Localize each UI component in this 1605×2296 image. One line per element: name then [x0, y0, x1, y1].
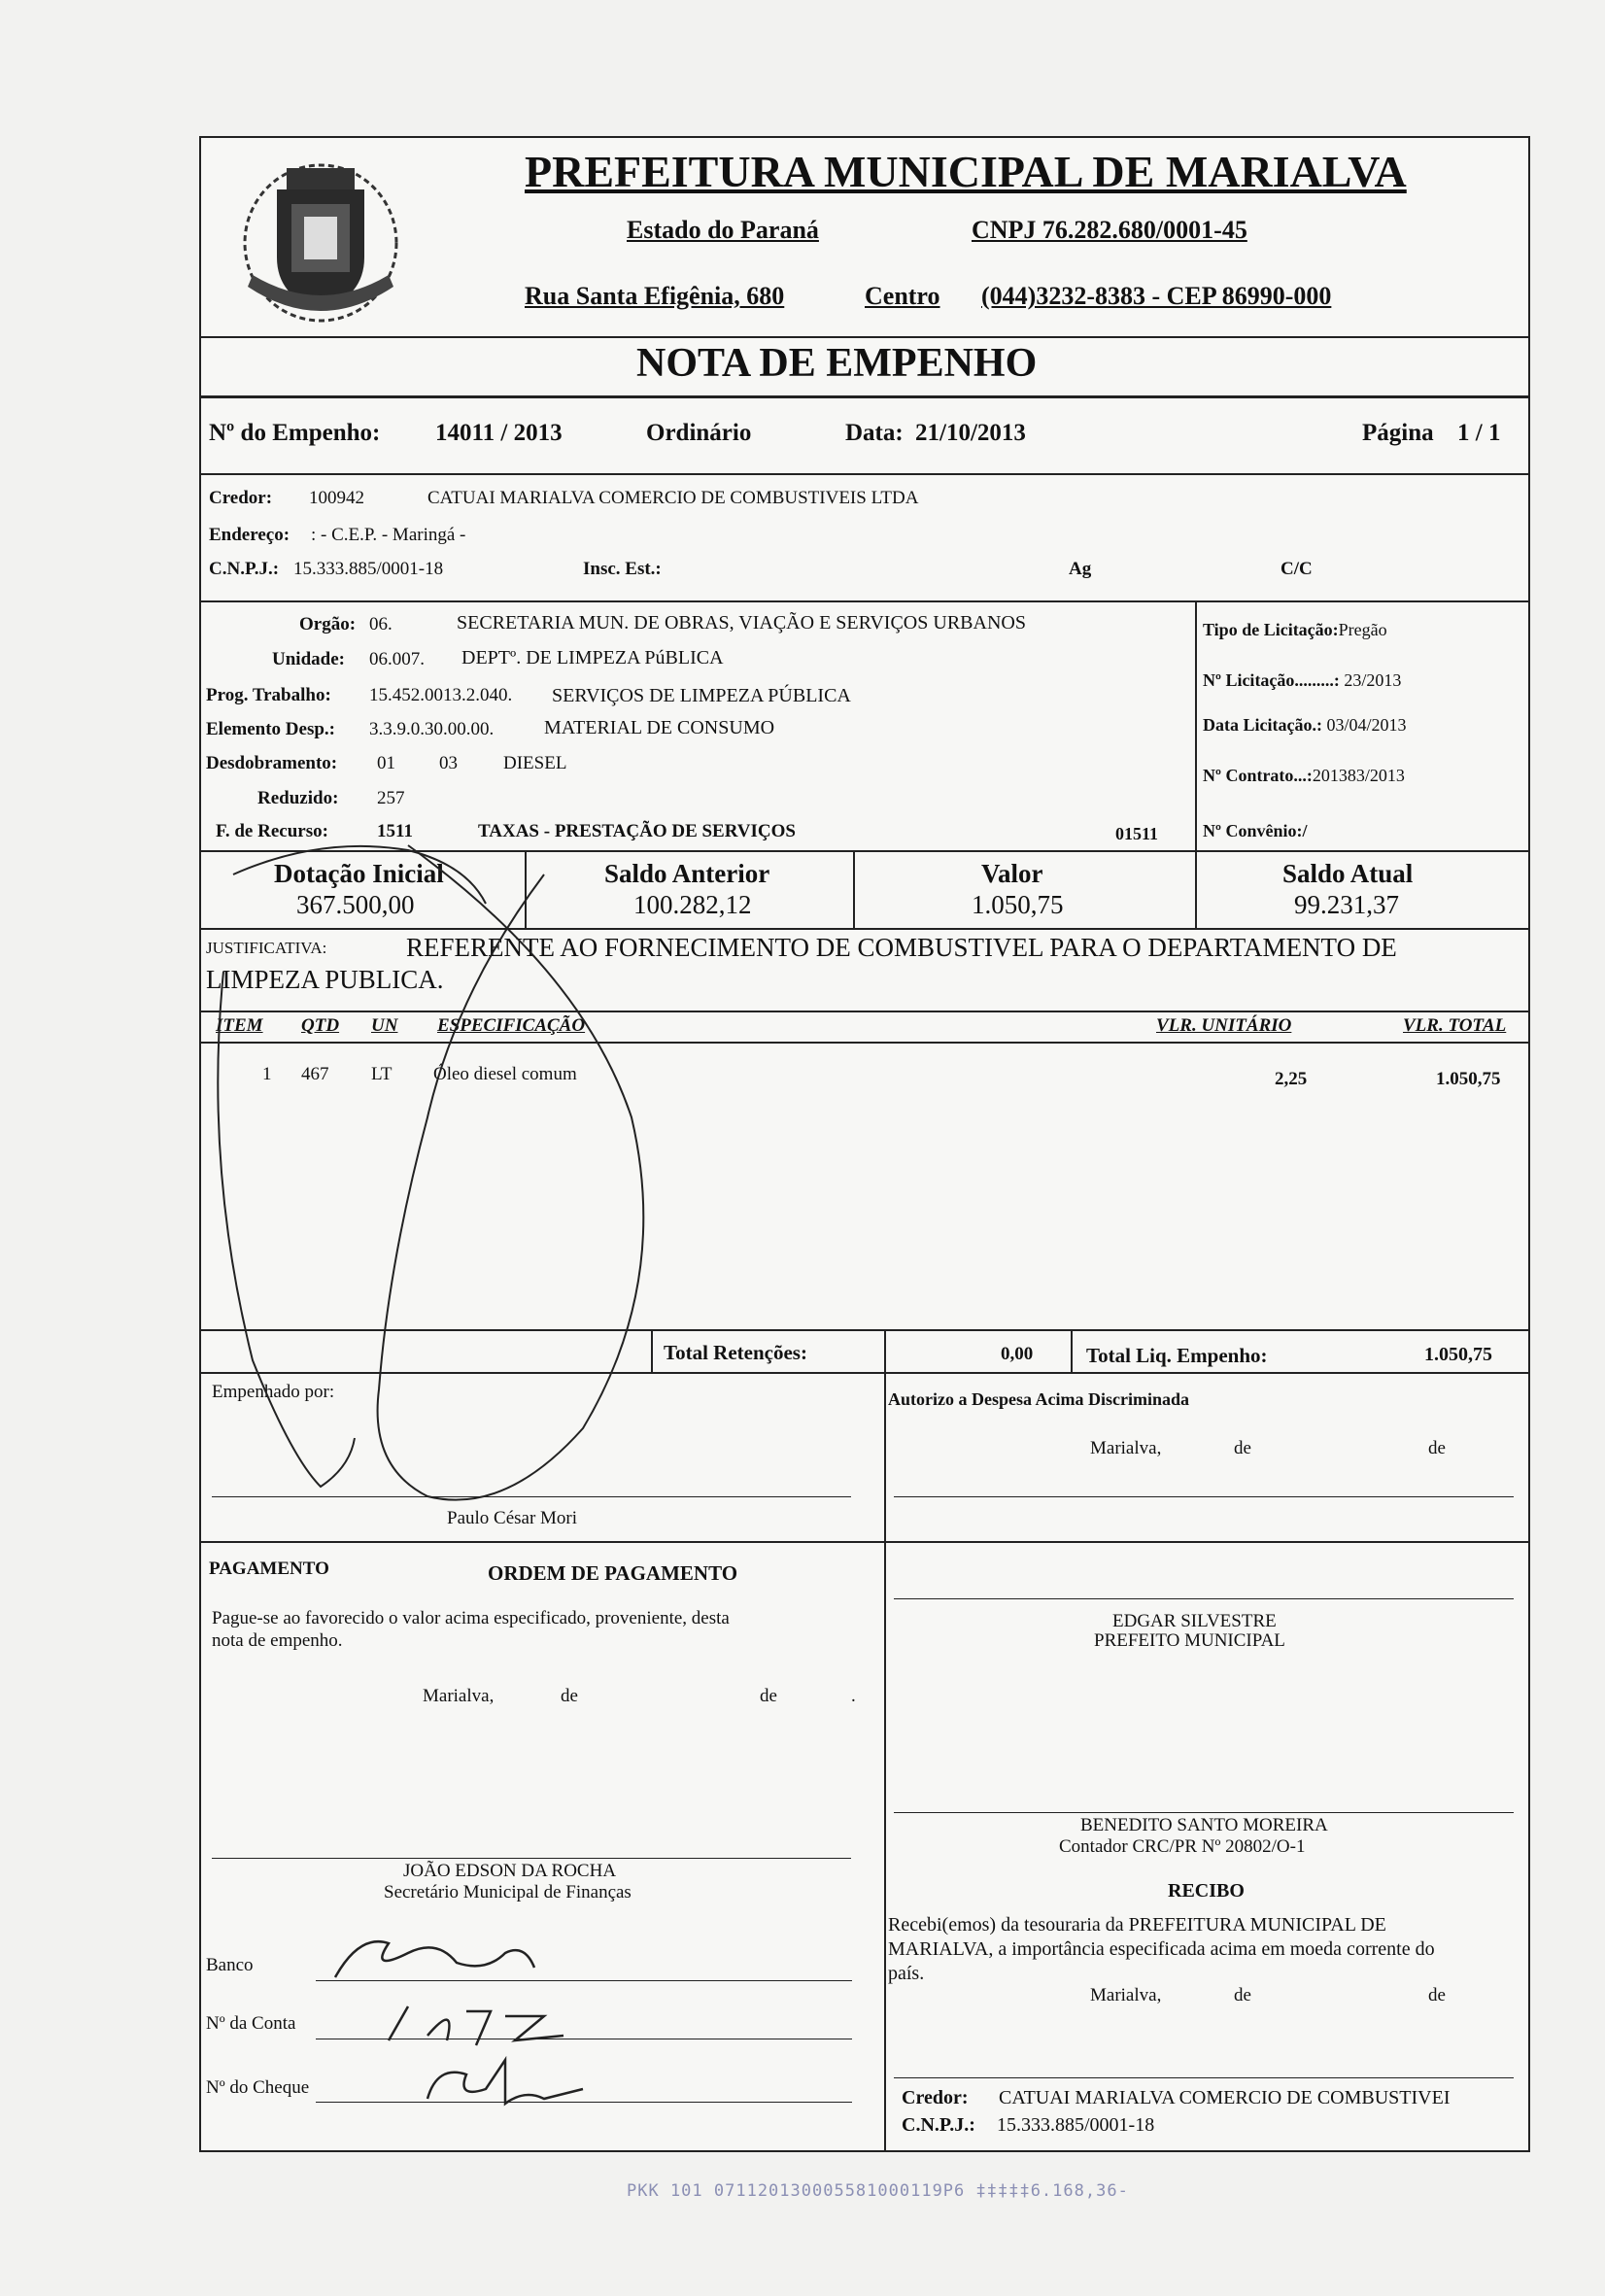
prog-trabalho-code: 15.452.0013.2.040. — [369, 685, 513, 705]
contador-role: Contador CRC/PR Nº 20802/O-1 — [1059, 1836, 1306, 1857]
credor-label: Credor: — [209, 488, 273, 508]
orgao-code: 06. — [369, 614, 393, 634]
column-vlr-unitario: VLR. UNITÁRIO — [1156, 1015, 1292, 1036]
recibo-cnpj-value: 15.333.885/0001-18 — [997, 2114, 1155, 2136]
empenho-type: Ordinário — [646, 420, 752, 446]
state-name: Estado do Paraná — [627, 216, 819, 244]
orgao-name: SECRETARIA MUN. DE OBRAS, VIAÇÃO E SERVIÇOS URBANOS — [457, 612, 1026, 634]
prog-trabalho-name: SERVIÇOS DE LIMPEZA PÚBLICA — [552, 685, 851, 706]
contador-name: BENEDITO SANTO MOREIRA — [1080, 1815, 1328, 1835]
valor-label: Valor — [981, 859, 1043, 888]
column-qtd: QTD — [301, 1015, 340, 1036]
pagamento-de-2: de — [760, 1686, 777, 1706]
page-label: Página — [1362, 420, 1434, 446]
desdobramento-name: DIESEL — [503, 753, 567, 773]
pagamento-de-1: de — [561, 1686, 578, 1706]
secretario-name: JOÃO EDSON DA ROCHA — [403, 1861, 617, 1881]
banco-label: Banco — [206, 1955, 254, 1975]
ordem-pagamento-label: ORDEM DE PAGAMENTO — [488, 1561, 738, 1585]
numero-contrato-label: Nº Contrato...: — [1203, 766, 1313, 785]
justificativa-label: JUSTIFICATIVA: — [206, 939, 327, 957]
reduzido-value: 257 — [377, 788, 405, 808]
dotacao-inicial-value: 367.500,00 — [296, 890, 415, 919]
numero-licitacao-label: Nº Licitação.........: — [1203, 670, 1340, 690]
item-total-value: 1.050,75 — [1436, 1069, 1501, 1089]
pagamento-end-dot: . — [851, 1686, 856, 1706]
numero-contrato-value: 201383/2013 — [1312, 766, 1405, 785]
total-liquido-label: Total Liq. Empenho: — [1086, 1344, 1268, 1367]
prefeito-name: EDGAR SILVESTRE — [1112, 1611, 1277, 1631]
municipality-cnpj: CNPJ 76.282.680/0001-45 — [972, 216, 1247, 244]
autorizo-de-2: de — [1428, 1438, 1446, 1458]
desdobramento-b: 03 — [439, 753, 458, 773]
recibo-de-1: de — [1234, 1985, 1251, 2005]
processing-stamp: PKK 101 071120130005581000119P6 ‡‡‡‡‡6.168,36- — [627, 2181, 1129, 2201]
column-un: UN — [371, 1015, 398, 1036]
autorizo-de-1: de — [1234, 1438, 1251, 1458]
saldo-atual-label: Saldo Atual — [1282, 859, 1414, 888]
item-un: LT — [371, 1064, 393, 1084]
column-vlr-total: VLR. TOTAL — [1403, 1015, 1507, 1036]
total-liquido-value: 1.050,75 — [1424, 1344, 1492, 1365]
orgao-label: Orgão: — [299, 614, 357, 634]
column-especificacao: ESPECIFICAÇÃO — [437, 1015, 586, 1036]
unidade-name: DEPTº. DE LIMPEZA PúBLICA — [461, 647, 724, 668]
item-especificacao: Óleo diesel comum — [433, 1064, 577, 1084]
secretario-role: Secretário Municipal de Finanças — [384, 1882, 632, 1902]
reduzido-label: Reduzido: — [257, 788, 339, 808]
document-title: NOTA DE EMPENHO — [636, 341, 1038, 386]
saldo-anterior-label: Saldo Anterior — [604, 859, 770, 888]
autorizo-text: Autorizo a Despesa Acima Discriminada — [888, 1389, 1189, 1409]
unidade-code: 06.007. — [369, 649, 425, 669]
conta-label: Nº da Conta — [206, 2013, 296, 2034]
recurso-label: F. de Recurso: — [216, 821, 328, 841]
item-unit-value: 2,25 — [1275, 1069, 1308, 1089]
phone-cep: (044)3232-8383 - CEP 86990-000 — [981, 282, 1332, 310]
saldo-atual-value: 99.231,37 — [1294, 890, 1399, 919]
item-qtd: 467 — [301, 1064, 329, 1084]
credor-address: : - C.E.P. - Maringá - — [311, 525, 466, 545]
elemento-label: Elemento Desp.: — [206, 719, 335, 739]
cnpj-label: C.N.P.J.: — [209, 559, 280, 579]
recurso-code: 1511 — [377, 821, 413, 841]
numero-licitacao-value: 23/2013 — [1344, 670, 1402, 690]
empenhado-por-label: Empenhado por: — [212, 1382, 335, 1402]
empenhado-signer: Paulo César Mori — [447, 1508, 578, 1528]
pagamento-text-1: Pague-se ao favorecido o valor acima especificado, proveniente, desta — [212, 1608, 730, 1628]
desdobramento-a: 01 — [377, 753, 395, 773]
data-licitacao-value: 03/04/2013 — [1326, 715, 1407, 735]
elemento-code: 3.3.9.0.30.00.00. — [369, 719, 495, 739]
recibo-title: RECIBO — [1168, 1880, 1245, 1902]
numero-convenio: Nº Convênio:/ — [1203, 821, 1308, 840]
recibo-text-1: Recebi(emos) da tesouraria da PREFEITURA MUNICIPAL DE — [888, 1914, 1386, 1936]
autorizo-place: Marialva, — [1090, 1438, 1162, 1458]
page-title: PREFEITURA MUNICIPAL DE MARIALVA — [525, 147, 1407, 196]
valor-value: 1.050,75 — [972, 890, 1064, 919]
recibo-text-2: MARIALVA, a importância especificada acima em moeda corrente do — [888, 1938, 1435, 1960]
recurso-number: 01511 — [1115, 824, 1159, 843]
pagamento-text-2: nota de empenho. — [212, 1630, 343, 1651]
elemento-name: MATERIAL DE CONSUMO — [544, 717, 775, 738]
tipo-licitacao-label: Tipo de Licitação: — [1203, 620, 1339, 639]
empenho-number-label: Nº do Empenho: — [209, 420, 381, 446]
date-label: Data: — [845, 420, 904, 446]
recibo-de-2: de — [1428, 1985, 1446, 2005]
credor-cnpj: 15.333.885/0001-18 — [293, 559, 444, 579]
column-item: ITEM — [216, 1015, 263, 1036]
credor-name: CATUAI MARIALVA COMERCIO DE COMBUSTIVEIS LTDA — [427, 488, 919, 508]
recibo-cnpj-label: C.N.P.J.: — [902, 2114, 975, 2136]
recurso-name: TAXAS - PRESTAÇÃO DE SERVIÇOS — [478, 821, 796, 841]
page-number: 1 / 1 — [1457, 420, 1501, 446]
recibo-text-3: país. — [888, 1963, 925, 1984]
prog-trabalho-label: Prog. Trabalho: — [206, 685, 331, 705]
total-retencoes-label: Total Retenções: — [664, 1341, 807, 1364]
pagamento-label: PAGAMENTO — [209, 1559, 329, 1579]
address: Rua Santa Efigênia, 680 — [525, 282, 785, 310]
recibo-credor-label: Credor: — [902, 2087, 969, 2108]
dotacao-inicial-label: Dotação Inicial — [274, 859, 444, 888]
address-label: Endereço: — [209, 525, 290, 545]
empenho-number: 14011 / 2013 — [435, 420, 563, 446]
desdobramento-label: Desdobramento: — [206, 753, 338, 773]
agency-label: Ag — [1069, 559, 1092, 579]
unidade-label: Unidade: — [272, 649, 345, 669]
pagamento-place: Marialva, — [423, 1686, 495, 1706]
item-number: 1 — [262, 1064, 272, 1084]
recibo-credor-value: CATUAI MARIALVA COMERCIO DE COMBUSTIVEI — [999, 2087, 1451, 2108]
recibo-place: Marialva, — [1090, 1985, 1162, 2005]
cheque-label: Nº do Cheque — [206, 2077, 310, 2098]
data-licitacao-label: Data Licitação.: — [1203, 715, 1322, 735]
prefeito-role: PREFEITO MUNICIPAL — [1094, 1630, 1285, 1651]
total-retencoes-value: 0,00 — [1001, 1344, 1034, 1364]
insc-est-label: Insc. Est.: — [583, 559, 662, 579]
tipo-licitacao-value: Pregão — [1338, 620, 1387, 639]
justificativa-line-2: LIMPEZA PUBLICA. — [206, 965, 444, 994]
saldo-anterior-value: 100.282,12 — [633, 890, 752, 919]
district: Centro — [865, 282, 940, 310]
credor-code: 100942 — [309, 488, 364, 508]
account-label: C/C — [1281, 559, 1313, 579]
empenho-date: 21/10/2013 — [915, 420, 1026, 446]
justificativa-line-1: REFERENTE AO FORNECIMENTO DE COMBUSTIVEL PARA O DEPARTAMENTO DE — [406, 933, 1397, 962]
